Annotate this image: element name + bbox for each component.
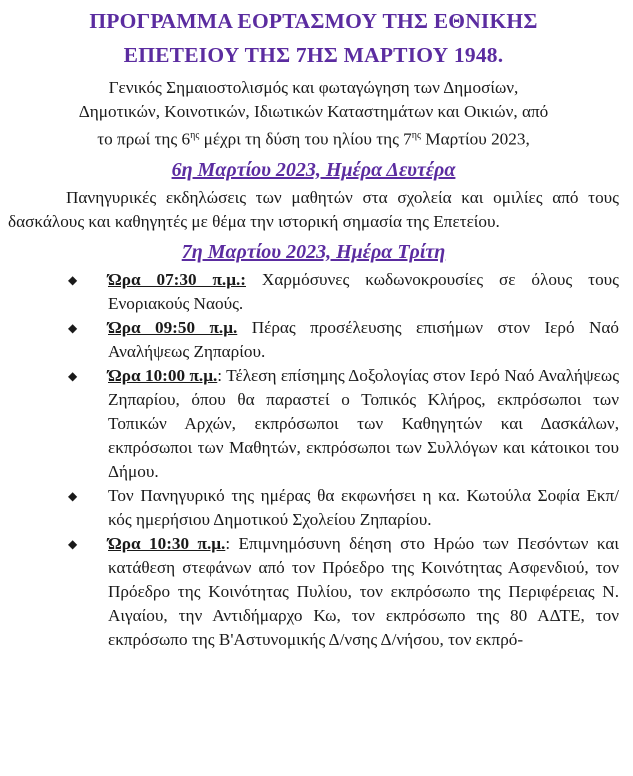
event-list	[8, 268, 619, 652]
bullet-icon: ◆	[68, 368, 78, 383]
bullet-icon: ◆	[68, 320, 78, 335]
document-title	[8, 4, 619, 72]
title-line-1: ΠΡΟΓΡΑΜΜΑ ΕΟΡΤΑΣΜΟΥ ΤΗΣ ΕΘΝΙΚΗΣ	[89, 9, 538, 33]
event-text: : Τέλεση επίσημης Δοξολογίας στον Ιερό Ναό Αναλήψεως Ζηπαρίου, όπου θα παραστεί ο Τοπικός Κλήρος, εκπρόσωποι των Τοπικών Αρχών, εκπρόσωποι των Καθηγητών και Δασκάλων, εκπρόσωποι των Μαθητών, εκπρόσωποι των Συλλόγων και κάτοικοι του Δήμου.	[108, 365, 619, 481]
bullet-icon: ◆	[68, 536, 78, 551]
event-time: Ώρα 07:30 π.μ.:	[108, 269, 246, 289]
intro-line-3: το πρωί της $6^{\eta\varsigma}$ μέχρι τη δύση του ηλίου της $7^{\eta\varsigma}$ Μαρτίου 2023,	[97, 129, 530, 149]
event-time: Ώρα 10:00 π.μ.	[108, 365, 218, 385]
event-time: Ώρα 09:50 π.μ.	[108, 317, 238, 337]
event-text: Χαρμόσυνες κωδωνοκρουσίες σε όλους τους Ενοριακούς Ναούς.	[108, 269, 619, 313]
title-line-2: ΕΠΕΤΕΙΟΥ ΤΗΣ 7ΗΣ ΜΑΡΤΙΟΥ 1948.	[123, 43, 504, 67]
day1-text: Πανηγυρικές εκδηλώσεις των μαθητών στα σχολεία και ομιλίες από τους δασκάλους και καθηγητές με θέμα την ιστορική σημασία της Επετείου.	[8, 187, 619, 231]
event-item	[8, 316, 619, 364]
event-text: : Επιμνημόσυνη δέηση στο Ηρώο των Πεσόντων και κατάθεση στεφάνων από τον Πρόεδρο της Κοινότητας Ασφενδιού, τον Πρόεδρο της Κοινότητας Πυλίου, τον εκπρόσωπο της Περιφέρειας Ν. Αιγαίου, την Αντιδήμαρχο Κω, τον εκπρόσωπο της 80 ΑΔΤΕ, τον εκπρόσωπο της Β'Αστυνομικής Δ/νσης Δ/νήσου, τον εκπρό-	[108, 533, 620, 649]
intro-line-2: Δημοτικών, Κοινοτικών, Ιδιωτικών Καταστημάτων και Οικιών, από	[78, 102, 549, 121]
bullet-icon: ◆	[68, 272, 78, 287]
event-item	[8, 364, 619, 484]
bullet-icon: ◆	[68, 488, 78, 503]
intro-paragraph	[8, 76, 619, 152]
event-text: Τον Πανηγυρικό της ημέρας θα εκφωνήσει η κα. Κωτούλα Σοφία Εκπ/κός ημερήσιου Δημοτικού Σχολείου Ζηπαρίου.	[108, 485, 619, 529]
day2-heading: 7η Μαρτίου 2023, Ημέρα Τρίτη	[181, 240, 446, 263]
day1-heading: 6η Μαρτίου 2023, Ημέρα Δευτέρα	[171, 158, 456, 181]
event-item	[8, 484, 619, 532]
event-text: Πέρας προσέλευσης επισήμων στον Ιερό Ναό Αναλήψεως Ζηπαρίου.	[108, 317, 620, 361]
event-item	[8, 532, 619, 652]
event-item	[8, 268, 619, 316]
intro-line-1: Γενικός Σημαιοστολισμός και φωταγώγηση των Δημοσίων,	[108, 78, 519, 97]
event-time: Ώρα 10:30 π.μ.	[108, 533, 226, 553]
